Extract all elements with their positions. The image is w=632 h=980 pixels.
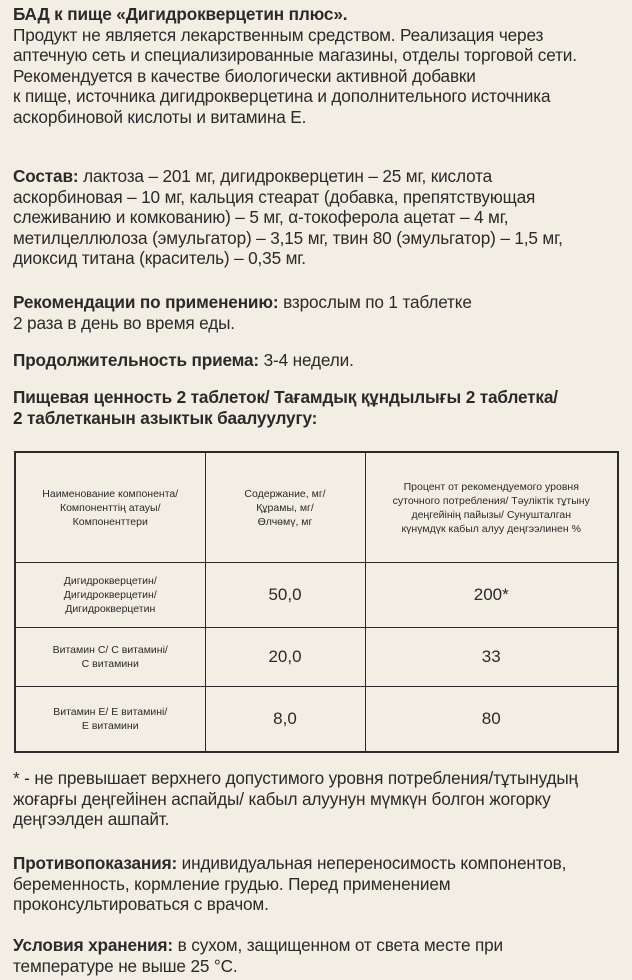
storage-section bbox=[13, 935, 624, 976]
nutrition-heading bbox=[13, 387, 624, 428]
amount-cell: 20,0 bbox=[205, 628, 365, 687]
component-name-line: Дигидрокверцетин/ bbox=[63, 589, 157, 601]
intro-line: аскорбиновой кислоты и витамина Е. bbox=[13, 106, 307, 127]
nutrition-heading-line: Пищевая ценность 2 таблеток/ Тағамдық құндылығы 2 таблетка/ bbox=[13, 387, 558, 407]
component-name-line: Дигидрокверцетин/ bbox=[63, 575, 157, 587]
intro-line: Рекомендуется в качестве биологически активной добавки bbox=[13, 65, 476, 86]
composition-text: аскорбиновая – 10 мг, кальция стеарат (добавка, препятствующая bbox=[13, 186, 536, 207]
storage-text: температуре не выше 25 °С. bbox=[13, 955, 238, 976]
footnote-line: деңгээлден ашпайт. bbox=[13, 809, 170, 830]
header-line: Компоненттің атауы/ bbox=[59, 501, 161, 514]
composition-section bbox=[13, 166, 624, 269]
header-line: Содержание, мг/ bbox=[244, 487, 326, 500]
amount-cell: 50,0 bbox=[205, 563, 365, 628]
duration-value: 3-4 недели. bbox=[259, 350, 354, 370]
contraindications-text: проконсультироваться с врачом. bbox=[13, 894, 269, 915]
composition-text: диоксид титана (краситель) – 0,35 мг. bbox=[13, 248, 306, 269]
percent-cell: 33 bbox=[365, 628, 618, 687]
header-line: Құрамы, мг/ bbox=[256, 501, 314, 514]
amount-cell: 8,0 bbox=[205, 687, 365, 753]
duration-label: Продолжительность приема: bbox=[13, 350, 260, 370]
component-name-cell bbox=[15, 628, 205, 687]
storage-label: Условия хранения: bbox=[13, 935, 174, 955]
column-header-amount bbox=[205, 452, 365, 563]
component-name-line: Е витамини bbox=[81, 720, 139, 732]
component-name-line: Дигидрокверцетин bbox=[65, 603, 156, 615]
header-line: Компоненттери bbox=[72, 515, 148, 528]
component-name-cell bbox=[15, 563, 205, 628]
intro-line: Продукт не является лекарственным средством. Реализация через bbox=[13, 24, 544, 45]
component-name-line: Витамин С/ С витамині/ bbox=[52, 644, 168, 656]
storage-text: в сухом, защищенном от света месте при bbox=[173, 935, 503, 955]
intro-section bbox=[13, 4, 624, 128]
composition-text: слеживанию и комкованию) – 5 мг, α-токоферола ацетат – 4 мг, bbox=[13, 207, 509, 228]
column-header-component bbox=[15, 452, 205, 563]
header-line: деңгейінің пайызы/ Сунушталган bbox=[411, 508, 572, 521]
header-line: Өлчөмү, мг bbox=[257, 515, 313, 528]
nutrition-table bbox=[14, 451, 619, 753]
contraindications-text: индивидуальная непереносимость компонентов, bbox=[177, 853, 567, 873]
percent-cell: 200* bbox=[365, 563, 618, 628]
intro-line: к пище, источника дигидрокверцетина и дополнительного источника bbox=[13, 86, 551, 107]
header-line: күнүмдүк кабыл алуу деңгээлинен % bbox=[401, 522, 581, 535]
contraindications-text: беременность, кормление грудью. Перед применением bbox=[13, 873, 451, 894]
usage-section bbox=[13, 292, 624, 333]
contraindications-label: Противопоказания: bbox=[13, 853, 178, 873]
composition-label: Состав: bbox=[13, 166, 79, 186]
duration-section bbox=[13, 350, 624, 371]
table-header-row bbox=[15, 452, 618, 563]
header-line: Процент от рекомендуемого уровня bbox=[403, 480, 579, 493]
component-name-cell bbox=[15, 687, 205, 753]
intro-line: аптечную сеть и специализированные магазины, отделы торговой сети. bbox=[13, 45, 577, 66]
usage-text: 2 раза в день во время еды. bbox=[13, 312, 235, 333]
usage-text: взрослым по 1 таблетке bbox=[278, 292, 472, 312]
composition-text: метилцеллюлоза (эмульгатор) – 3,15 мг, твин 80 (эмульгатор) – 1,5 мг, bbox=[13, 227, 563, 248]
header-line: Наименование компонента/ bbox=[42, 487, 179, 500]
component-name-line: Витамин Е/ Е витамині/ bbox=[53, 706, 168, 718]
footnote-line: жоғарғы деңгейінен аспайды/ кабыл алуунун мүмкүн болгон жогорку bbox=[13, 788, 551, 809]
header-line: суточного потребления/ Тәуліктік тұтыну bbox=[392, 494, 590, 507]
footnote-line: * - не превышает верхнего допустимого уровня потребления/тұтынудың bbox=[13, 768, 578, 788]
nutrition-heading-line: 2 таблетканын азыктык баалуулугу: bbox=[13, 407, 318, 428]
table-row bbox=[15, 687, 618, 753]
table-row bbox=[15, 628, 618, 687]
usage-label: Рекомендации по применению: bbox=[13, 292, 279, 312]
column-header-percent bbox=[365, 452, 618, 563]
component-name-line: С витамини bbox=[81, 658, 139, 670]
product-title: БАД к пище «Дигидрокверцетин плюс». bbox=[13, 4, 348, 24]
percent-cell: 80 bbox=[365, 687, 618, 753]
footnote-section bbox=[13, 768, 624, 830]
table-row bbox=[15, 563, 618, 628]
composition-text: лактоза – 201 мг, дигидрокверцетин – 25 мг, кислота bbox=[78, 166, 493, 186]
contraindications-section bbox=[13, 853, 624, 915]
